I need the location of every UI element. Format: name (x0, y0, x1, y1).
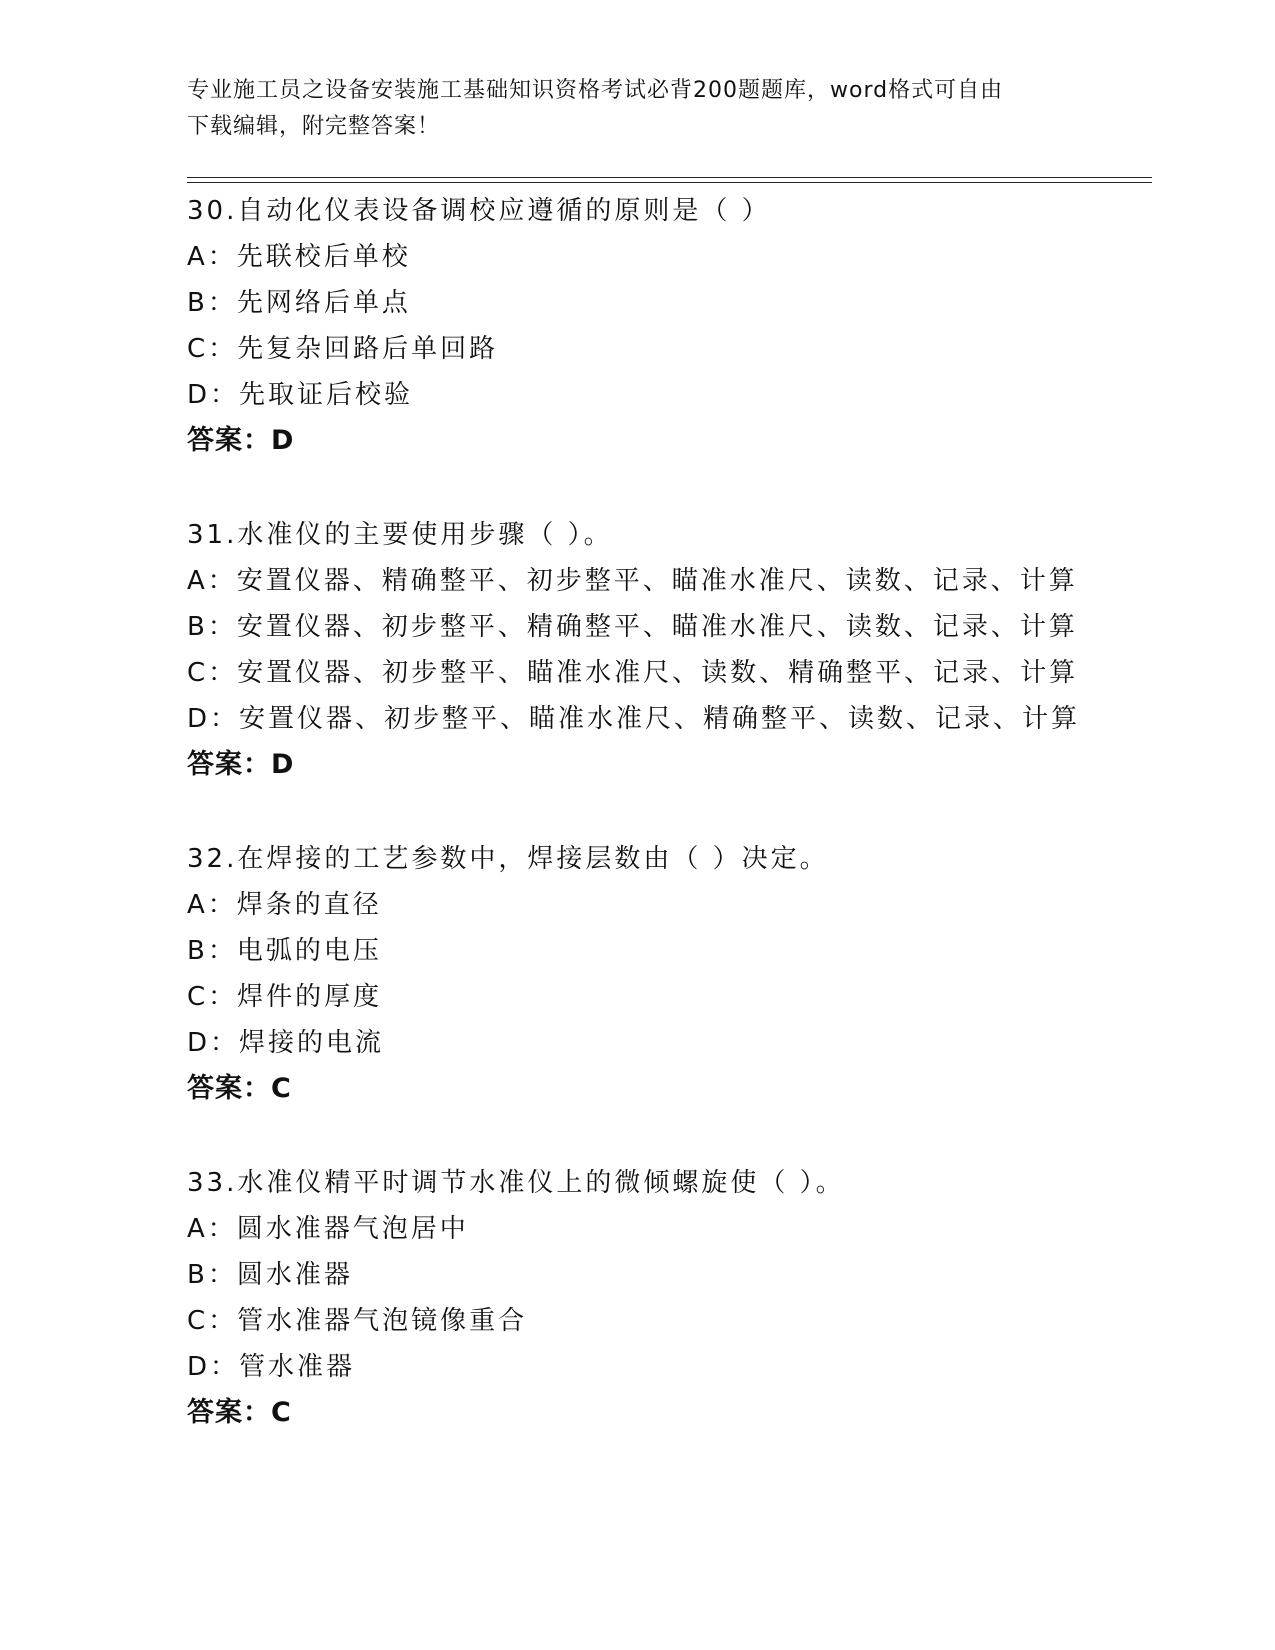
option-a: A：安置仪器、精确整平、初步整平、瞄准水准尺、读数、记录、计算 (187, 566, 1078, 596)
header-divider-bottom (187, 182, 1152, 183)
question-stem: 32.在焊接的工艺参数中，焊接层数由（ ）决定。 (187, 844, 829, 874)
answer: 答案：D (187, 425, 295, 456)
question-list (187, 188, 1147, 1484)
option-a: A：焊条的直径 (187, 890, 382, 920)
header-line-1: 专业施工员之设备安装施工基础知识资格考试必背200题题库，word格式可自由 (187, 78, 1004, 103)
option-c: C：先复杂回路后单回路 (187, 334, 499, 364)
question-31 (187, 512, 1147, 788)
option-b: B：先网络后单点 (187, 288, 411, 318)
option-b: B：圆水准器 (187, 1260, 353, 1290)
option-c: C：安置仪器、初步整平、瞄准水准尺、读数、精确整平、记录、计算 (187, 658, 1079, 688)
question-33 (187, 1160, 1147, 1436)
answer: 答案：C (187, 1073, 292, 1104)
option-d: D：焊接的电流 (187, 1028, 385, 1058)
answer: 答案：D (187, 749, 295, 780)
option-d: D：管水准器 (187, 1352, 356, 1382)
option-a: A：先联校后单校 (187, 242, 411, 272)
question-stem: 31.水准仪的主要使用步骤（ ）。 (187, 520, 613, 550)
question-stem: 33.水准仪精平时调节水准仪上的微倾螺旋使（ ）。 (187, 1168, 845, 1198)
option-a: A：圆水准器气泡居中 (187, 1214, 469, 1244)
option-d: D：先取证后校验 (187, 380, 414, 410)
question-30 (187, 188, 1147, 464)
document-header (187, 73, 1067, 145)
question-32 (187, 836, 1147, 1112)
option-b: B：电弧的电压 (187, 936, 382, 966)
option-c: C：焊件的厚度 (187, 982, 383, 1012)
header-line-2: 下载编辑，附完整答案！ (187, 114, 441, 139)
question-stem: 30.自动化仪表设备调校应遵循的原则是（ ） (187, 196, 771, 226)
option-b: B：安置仪器、初步整平、精确整平、瞄准水准尺、读数、记录、计算 (187, 612, 1078, 642)
option-d: D：安置仪器、初步整平、瞄准水准尺、精确整平、读数、记录、计算 (187, 704, 1081, 734)
header-divider-top (187, 177, 1152, 178)
answer: 答案：C (187, 1397, 292, 1428)
option-c: C：管水准器气泡镜像重合 (187, 1306, 528, 1336)
